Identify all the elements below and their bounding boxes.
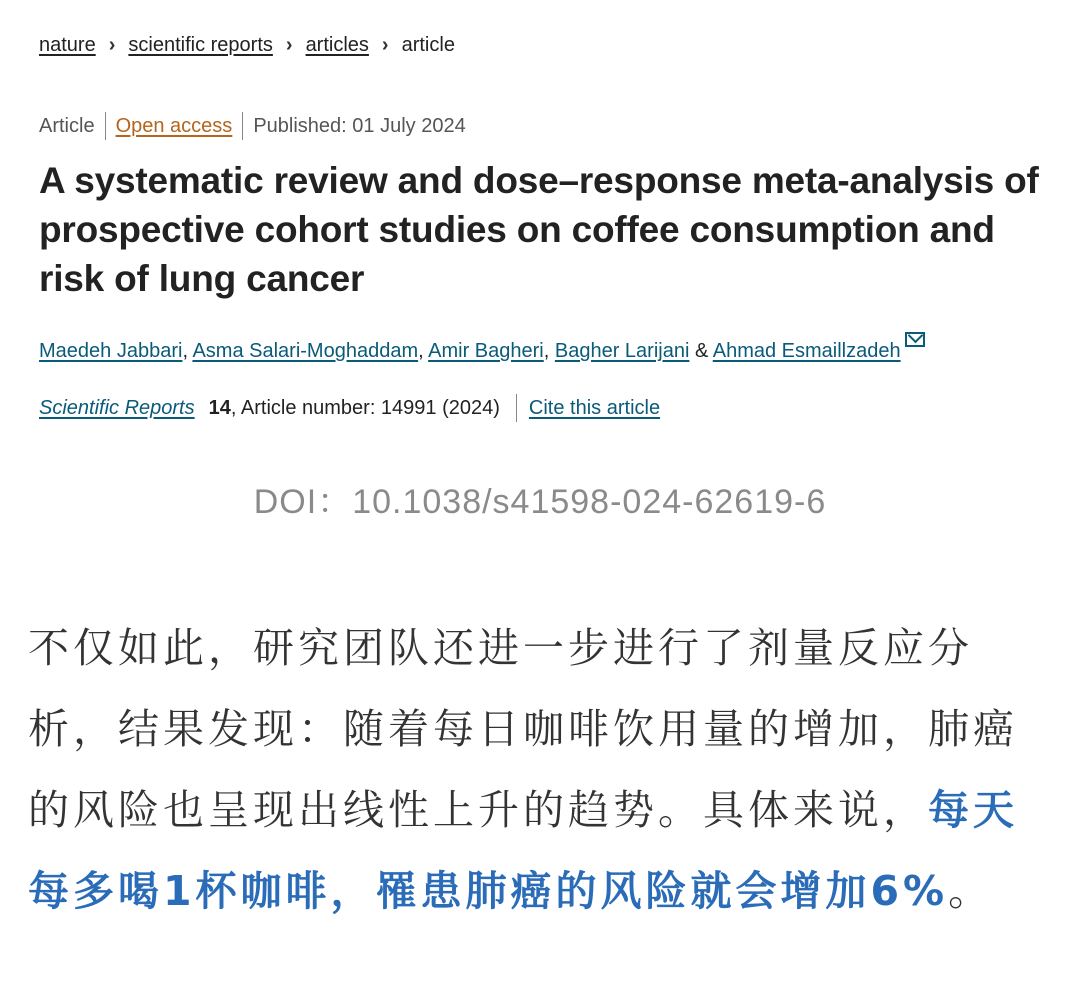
article-type: Article — [39, 114, 95, 137]
breadcrumb — [39, 34, 455, 57]
doi-text: DOI：10.1038/s41598-024-62619-6 — [253, 483, 827, 521]
author-separator: , — [543, 340, 555, 362]
published-date: Published: 01 July 2024 — [253, 114, 466, 137]
journal-link[interactable]: Scientific Reports — [39, 396, 195, 419]
open-access-link[interactable]: Open access — [115, 114, 233, 137]
chevron-right-icon: › — [381, 34, 389, 56]
breadcrumb-articles-link[interactable]: articles — [305, 34, 369, 56]
divider — [105, 112, 106, 140]
journal-volume: 14 — [208, 396, 231, 419]
breadcrumb-current: article — [401, 34, 455, 56]
journal-info — [39, 394, 660, 422]
article-number: , Article number: 14991 (2024) — [230, 396, 500, 419]
paragraph-text: 不仅如此，研究团队还进一步进行了剂量反应分析，结果发现：随着每日咖啡饮用量的增加，肺癌的风险也呈现出线性上升的趋势。具体来说， — [28, 624, 1018, 834]
cite-article-link[interactable]: Cite this article — [528, 396, 661, 419]
article-paragraph — [28, 608, 1058, 932]
author-link[interactable]: Amir Bagheri — [428, 340, 544, 362]
author-link[interactable]: Bagher Larijani — [554, 340, 690, 362]
author-separator: , — [418, 340, 429, 362]
article-meta — [39, 112, 466, 140]
mail-icon[interactable] — [905, 332, 925, 347]
chevron-right-icon: › — [108, 34, 116, 56]
paragraph-end: 。 — [948, 867, 994, 915]
article-title: A systematic review and dose–response meta-analysis of prospective cohort studies on coffee consumption and risk of lung cancer — [39, 160, 1039, 299]
author-link[interactable]: Asma Salari-Moghaddam — [192, 340, 419, 362]
author-link[interactable]: Maedeh Jabbari — [39, 340, 183, 362]
breadcrumb-nature-link[interactable]: nature — [39, 34, 96, 56]
author-separator: & — [689, 340, 713, 362]
breadcrumb-scientific-reports-link[interactable]: scientific reports — [128, 34, 273, 56]
author-link[interactable]: Ahmad Esmaillzadeh — [712, 340, 901, 362]
paragraph-highlight: 每天每多喝1杯咖啡，罹患肺癌的风险就会增加6% — [28, 786, 1018, 915]
chevron-right-icon: › — [285, 34, 293, 56]
author-list — [39, 332, 925, 363]
author-separator: , — [182, 340, 193, 362]
divider — [242, 112, 243, 140]
divider — [516, 394, 517, 422]
